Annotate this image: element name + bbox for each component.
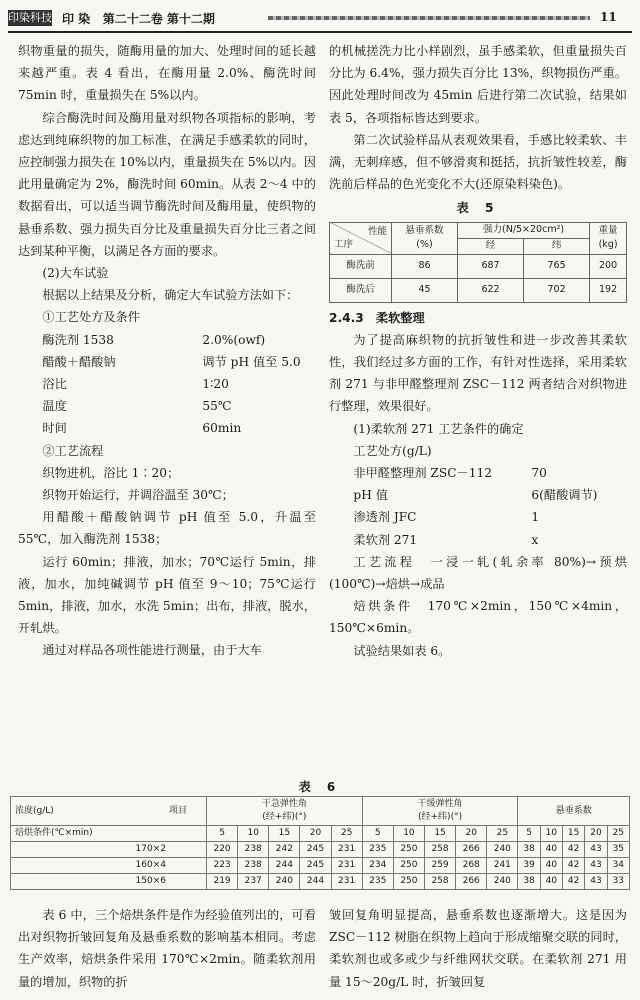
col-header-strength: 强力(N/5×20cm²) xyxy=(458,222,590,238)
bottom-right-column xyxy=(329,904,627,993)
value-cell: 231 xyxy=(331,842,362,858)
cell: 200 xyxy=(590,254,627,278)
value-cell: 43 xyxy=(585,842,607,858)
diag-bottom-label: 工序 xyxy=(334,238,354,250)
paragraph: 第二次试验样品从表观效果看，手感比较柔软、丰满，无刺痒感，但不够滑爽和挺括，抗折皱性较差，酶洗前后样品的色光变化不大(还原染料染色)。 xyxy=(329,132,627,192)
subheading: 工艺处方(g/L) xyxy=(353,443,432,458)
subheading: ①工艺处方及条件 xyxy=(42,310,140,325)
value-cell: 231 xyxy=(331,858,362,874)
value-cell: 33 xyxy=(607,874,629,890)
table-5 xyxy=(329,222,627,303)
journal-logo-box: 印染科技 xyxy=(8,11,52,24)
value-cell: 266 xyxy=(456,842,487,858)
col-header-warp: 经 xyxy=(458,238,524,254)
subheading: (2)大车试验 xyxy=(42,266,109,281)
subheading: ②工艺流程 xyxy=(42,443,104,458)
table-6-body xyxy=(11,842,630,890)
group-header-dry-crease-slow: 干缓弹性角 (经+纬)(°) xyxy=(362,797,518,826)
recipe-row: pH 值 6(醋酸调节) xyxy=(353,488,598,503)
paragraph: 通过对样品各项性能进行测量，由于大车 xyxy=(42,643,262,658)
value-cell: 250 xyxy=(393,858,424,874)
header-decoration xyxy=(268,16,590,20)
running-header xyxy=(0,0,640,34)
value-cell: 258 xyxy=(424,874,455,890)
group-header-dry-crease-fast: 干急弹性角 (经+纬)(°) xyxy=(207,797,363,826)
value-cell: 235 xyxy=(362,874,393,890)
conc-label: 20 xyxy=(585,826,607,842)
cell: 86 xyxy=(392,254,458,278)
value-cell: 237 xyxy=(238,874,269,890)
diag-top-label: 性能 xyxy=(367,225,387,237)
paragraph: 试验结果如表 6。 xyxy=(353,643,451,658)
cell: 酶洗前 xyxy=(330,254,392,278)
header-bake-condition: 焙烘条件(℃×min) xyxy=(11,826,207,842)
recipe-row: 时间 60min xyxy=(42,421,242,436)
header-item: 项目 xyxy=(168,805,187,816)
value-cell: 219 xyxy=(207,874,238,890)
value-cell: 42 xyxy=(563,858,585,874)
flow-step: 织物进机，浴比 1∶20； xyxy=(42,465,180,480)
bake-condition-cell: 150×6 xyxy=(11,874,207,890)
header-rule xyxy=(8,31,632,33)
conc-label: 10 xyxy=(540,826,562,842)
value-cell: 259 xyxy=(424,858,455,874)
value-cell: 235 xyxy=(362,842,393,858)
col-header-weft: 纬 xyxy=(524,238,590,254)
table-5-caption: 表 5 xyxy=(456,201,500,216)
journal-volume-info xyxy=(62,10,215,27)
paragraph: 皱回复角明显提高，悬垂系数也逐渐增大。这是因为 ZSC－112 树脂在织物上趋向于形成缩聚交联的同时，柔软剂也或多或少与纤维网状交联。在柔软剂 271 用量 15～20g/L 时，折皱回复 xyxy=(329,908,627,989)
value-cell: 245 xyxy=(300,858,331,874)
table-row xyxy=(330,254,627,278)
cell: 192 xyxy=(590,278,627,302)
section-heading: 2.4.3 柔软整理 xyxy=(329,310,425,325)
value-cell: 240 xyxy=(487,842,518,858)
value-cell: 231 xyxy=(331,874,362,890)
table-row xyxy=(11,842,630,858)
value-cell: 240 xyxy=(487,874,518,890)
value-cell: 39 xyxy=(518,858,540,874)
value-cell: 38 xyxy=(518,842,540,858)
conc-label: 25 xyxy=(607,826,629,842)
bottom-left-column xyxy=(18,904,316,993)
value-cell: 43 xyxy=(585,858,607,874)
recipe-list xyxy=(329,462,627,551)
value-cell: 244 xyxy=(269,858,300,874)
table-6-block xyxy=(10,778,630,890)
bake-condition-cell: 170×2 xyxy=(11,842,207,858)
recipe-row: 浴比 1∶20 xyxy=(42,377,229,392)
conc-label: 20 xyxy=(456,826,487,842)
recipe-row: 酶洗剂 1538 2.0%(owf) xyxy=(42,332,266,347)
conc-label: 25 xyxy=(331,826,362,842)
paragraph: 根据以上结果及分析，确定大车试验方法如下： xyxy=(42,288,299,303)
conc-label: 20 xyxy=(300,826,331,842)
recipe-list xyxy=(18,329,316,440)
value-cell: 250 xyxy=(393,874,424,890)
table-row xyxy=(11,858,630,874)
recipe-row: 非甲醛整理剂 ZSC－112 70 xyxy=(353,466,547,481)
conc-label: 5 xyxy=(518,826,540,842)
header-conc: 浓度(g/L) xyxy=(15,805,54,816)
value-cell: 40 xyxy=(540,858,562,874)
value-cell: 268 xyxy=(456,858,487,874)
paragraph: 综合酶洗时间及酶用量对织物各项指标的影响，考虑达到纯麻织物的加工标准，在满足手感柔软的同时，应控制强力损失在 10%以内，重量损失在 5%以内。因此用量确定为 2%，酶洗时间 60min。从表 2～4 中的数据看出，可以适当调节酶洗时间及酶用量，使织物的悬垂系数、强力损失百分比及重量损失百分比三者之间达到某种平衡，以满足各方面的要求。 xyxy=(18,110,316,258)
paragraph: 的机械搓洗力比小样剧烈，虽手感柔软，但重量损失百分比为 6.4%，强力损失百分比 13%，织物损伤严重。因此处理时间改为 45min 后进行第二次试验，结果如表 5，各项指标皆达到要求。 xyxy=(329,44,627,125)
conc-label: 15 xyxy=(563,826,585,842)
right-column xyxy=(329,40,627,662)
col-header-drape: 悬垂系数 (%) xyxy=(392,222,458,254)
recipe-row: 柔软剂 271 x xyxy=(353,532,539,547)
table-header-row xyxy=(330,222,627,238)
value-cell: 240 xyxy=(269,874,300,890)
table-row xyxy=(11,874,630,890)
conc-label: 25 xyxy=(487,826,518,842)
subheading: (1)柔软剂 271 工艺条件的确定 xyxy=(353,421,524,436)
conc-label: 10 xyxy=(393,826,424,842)
conc-label: 5 xyxy=(362,826,393,842)
conc-label: 15 xyxy=(424,826,455,842)
group-header-drape: 悬垂系数 xyxy=(518,797,630,826)
recipe-row: 醋酸＋醋酸钠 调节 pH 值至 5.0 xyxy=(42,354,301,369)
volume-issue: 第二十二卷 第十二期 xyxy=(102,12,215,26)
value-cell: 266 xyxy=(456,874,487,890)
left-column xyxy=(18,40,316,662)
cell: 765 xyxy=(524,254,590,278)
conc-label: 10 xyxy=(238,826,269,842)
table-header-row xyxy=(11,826,630,842)
value-cell: 238 xyxy=(238,842,269,858)
table-6 xyxy=(10,796,630,890)
value-cell: 223 xyxy=(207,858,238,874)
value-cell: 35 xyxy=(607,842,629,858)
paragraph: 为了提高麻织物的抗折皱性和进一步改善其柔软性，我们经过多方面的工作，有针对性选择，采用柔软剂 271 与非甲醛整理剂 ZSC－112 两者结合对织物进行整理，效果很好。 xyxy=(329,332,627,414)
table-diagonal-header xyxy=(330,222,392,254)
value-cell: 245 xyxy=(300,842,331,858)
bake-conditions: 焙烘条件 170℃×2min，150℃×4min，150℃×6min。 xyxy=(329,599,627,636)
value-cell: 43 xyxy=(585,874,607,890)
header-conc-item xyxy=(11,797,207,826)
flow-step: 用醋酸＋醋酸钠调节 pH 值至 5.0，升温至 55℃，加入酶洗剂 1538； xyxy=(18,510,316,547)
value-cell: 34 xyxy=(607,858,629,874)
value-cell: 38 xyxy=(518,874,540,890)
value-cell: 234 xyxy=(362,858,393,874)
value-cell: 220 xyxy=(207,842,238,858)
bake-condition-cell: 160×4 xyxy=(11,858,207,874)
table-row xyxy=(330,278,627,302)
value-cell: 42 xyxy=(563,842,585,858)
value-cell: 40 xyxy=(540,842,562,858)
conc-label: 15 xyxy=(269,826,300,842)
cell: 酶洗后 xyxy=(330,278,392,302)
paragraph: 表 6 中，三个焙烘条件是作为经验值列出的，可看出对织物折皱回复角及悬垂系数的影响基本相同。考虑生产效率，焙烘条件采用 170℃×2min。随柔软剂用量的增加，织物的折 xyxy=(18,908,316,989)
table-6-caption: 表 6 xyxy=(298,780,342,794)
recipe-row: 渗透剂 JFC 1 xyxy=(353,510,540,525)
value-cell: 250 xyxy=(393,842,424,858)
flow-step: 织物开始运行，并调浴温至 30℃； xyxy=(42,488,234,503)
table-header-row xyxy=(11,797,630,826)
cell: 702 xyxy=(524,278,590,302)
col-header-weight: 重量 (kg) xyxy=(590,222,627,254)
journal-name: 印 染 xyxy=(62,12,91,26)
value-cell: 241 xyxy=(487,858,518,874)
recipe-row: 温度 55℃ xyxy=(42,399,232,414)
conc-label: 5 xyxy=(207,826,238,842)
cell: 687 xyxy=(458,254,524,278)
value-cell: 258 xyxy=(424,842,455,858)
value-cell: 242 xyxy=(269,842,300,858)
page-number: 11 xyxy=(600,10,617,24)
paragraph: 织物重量的损失，随酶用量的加大、处理时间的延长越来越严重。表 4 看出，在酶用量 2.0%、酶洗时间 75min 时，重量损失在 5%以内。 xyxy=(18,44,316,103)
value-cell: 244 xyxy=(300,874,331,890)
flow-step: 运行 60min；排液，加水；70℃运行 5min，排液，加水，加纯碱调节 pH 值至 9～10；75℃运行 5min，排液，加水，水洗 5min；出布，排液，脱水，开轧烘。 xyxy=(18,554,316,636)
process-flow: 工艺流程 一浸一轧(轧余率 80%)→预烘(100℃)→焙烘→成品 xyxy=(329,554,627,592)
value-cell: 238 xyxy=(238,858,269,874)
cell: 622 xyxy=(458,278,524,302)
value-cell: 42 xyxy=(563,874,585,890)
cell: 45 xyxy=(392,278,458,302)
value-cell: 40 xyxy=(540,874,562,890)
